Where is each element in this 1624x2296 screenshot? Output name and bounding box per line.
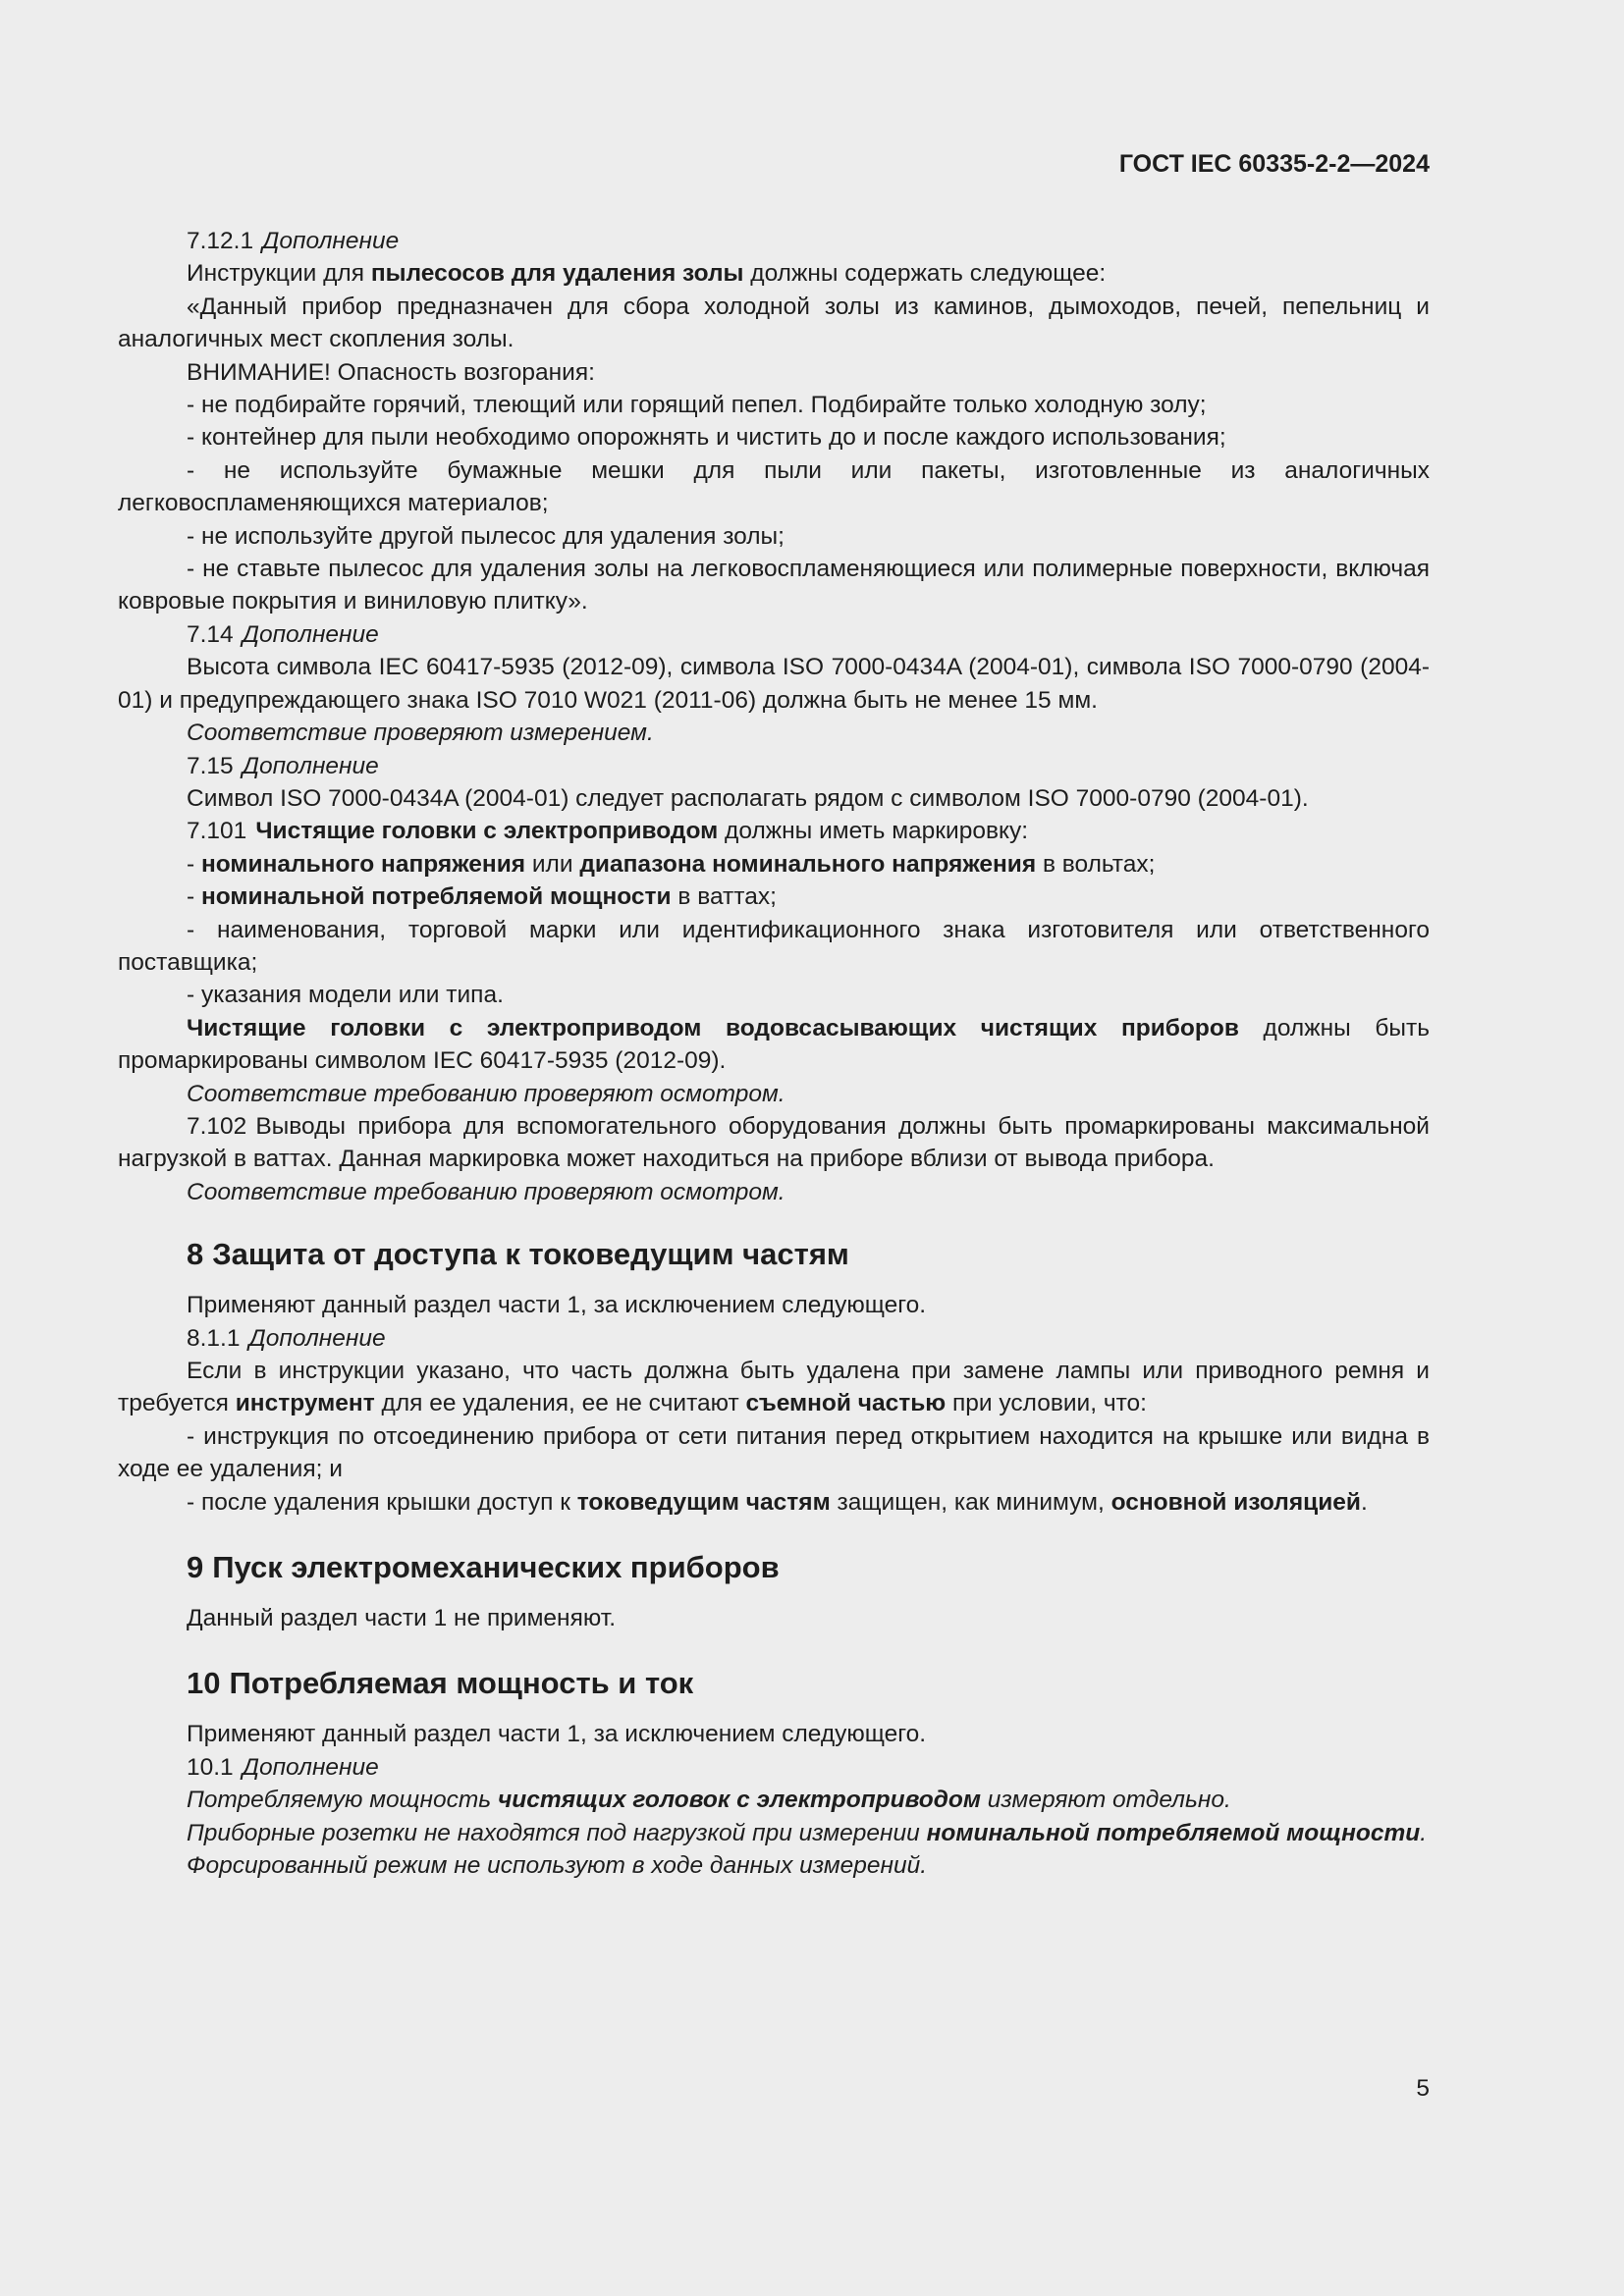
section-9-heading: 9 Пуск электромеханических приборов (187, 1550, 780, 1585)
list-item: - наименования, торговой марки или идентификационного знака изготовителя или ответственного поставщика; (118, 916, 1430, 976)
section-9-text: Данный раздел части 1 не применяют. (187, 1605, 617, 1632)
clause-7-14-compliance: Соответствие проверяют измерением. (187, 720, 654, 747)
page-content (118, 225, 1430, 1882)
clause-7-15-title: 7.15 Дополнение (187, 752, 379, 779)
list-item: - инструкция по отсоединению прибора от сети питания перед открытием находится на крышке или видна в ходе ее удаления; и (118, 1422, 1430, 1483)
clause-7-12-1-title: 7.12.1 Дополнение (187, 228, 400, 254)
clause-7-14-title: 7.14 Дополнение (187, 620, 379, 648)
section-10-heading: 10 Потребляемая мощность и ток (187, 1666, 694, 1701)
clause-10-1-title: 10.1 Дополнение (187, 1753, 379, 1781)
clause-8-1-1-title: 8.1.1 Дополнение (187, 1324, 386, 1352)
page-number: 5 (1416, 2075, 1430, 2102)
clause-10-1-p3: Форсированный режим не используют в ходе данных измерений. (187, 1852, 928, 1880)
clause-8-1-1-text: Если в инструкции указано, что часть должна быть удалена при замене лампы или приводного ремня и требуется инструмент для ее удаления, ее не считают съемной частью при условии, что: (118, 1358, 1430, 1417)
list-item: - не подбирайте горячий, тлеющий или горящий пепел. Подбирайте только холодную золу; (187, 392, 1207, 419)
document-id-header: ГОСТ IEC 60335-2-2—2024 (1118, 150, 1430, 178)
clause-7-102-text: 7.102 Выводы прибора для вспомогательного оборудования должны быть промаркированы максимальной нагрузкой в ваттах. Данная маркировка может находиться на приборе вблизи от вывода прибора. (118, 1112, 1430, 1173)
section-8-heading: 8 Защита от доступа к токоведущим частям (187, 1237, 849, 1272)
section-8-intro: Применяют данный раздел части 1, за исключением следующего. (187, 1292, 927, 1319)
list-item: - указания модели или типа. (187, 982, 504, 1009)
list-item: - после удаления крышки доступ к токоведущим частям защищен, как минимум, основной изоляцией. (187, 1488, 1368, 1516)
list-item: - номинального напряжения или диапазона номинального напряжения в вольтах; (187, 850, 1156, 878)
clause-10-1-p2: Приборные розетки не находятся под нагрузкой при измерении номинальной потребляемой мощности. (187, 1819, 1428, 1846)
clause-7-12-1-intro: Инструкции для пылесосов для удаления золы должны содержать следующее: (187, 260, 1107, 288)
clause-7-101-paragraph: Чистящие головки с электроприводом водовсасывающих чистящих приборов должны быть промаркированы символом IEC 60417-5935 (2012-09). (118, 1014, 1430, 1075)
list-item: - контейнер для пыли необходимо опорожнять и чистить до и после каждого использования; (187, 424, 1226, 452)
list-item: - не ставьте пылесос для удаления золы на легковоспламеняющиеся или полимерные поверхности, включая ковровые покрытия и виниловую плитку». (118, 556, 1430, 615)
list-item: - не используйте бумажные мешки для пыли или пакеты, изготовленные из аналогичных легковоспламеняющихся материалов; (118, 456, 1430, 517)
clause-7-14-text: Высота символа IEC 60417-5935 (2012-09), символа ISO 7000-0434A (2004-01), символа ISO 7000-0790 (2004-01) и предупреждающего знака ISO 7010 W021 (2011-06) должна быть не менее 15 мм. (118, 654, 1430, 714)
clause-7-12-1-warning: ВНИМАНИЕ! Опасность возгорания: (187, 358, 595, 386)
clause-7-102-compliance: Соответствие требованию проверяют осмотром. (187, 1178, 785, 1205)
list-item: - не используйте другой пылесос для удаления золы; (187, 522, 785, 550)
clause-7-15-text: Символ ISO 7000-0434A (2004-01) следует располагать рядом с символом ISO 7000-0790 (2004-01). (187, 784, 1309, 812)
clause-7-101-compliance: Соответствие требованию проверяют осмотром. (187, 1080, 785, 1107)
clause-7-12-1-quote: «Данный прибор предназначен для сбора холодной золы из каминов, дымоходов, печей, пепельниц и аналогичных мест скопления золы. (118, 293, 1430, 353)
clause-7-101-intro: 7.101 Чистящие головки с электроприводом должны иметь маркировку: (187, 818, 1029, 845)
clause-10-1-p1: Потребляемую мощность чистящих головок с электроприводом измеряют отдельно. (187, 1787, 1231, 1814)
list-item: - номинальной потребляемой мощности в ваттах; (187, 883, 777, 911)
section-10-intro: Применяют данный раздел части 1, за исключением следующего. (187, 1721, 927, 1748)
